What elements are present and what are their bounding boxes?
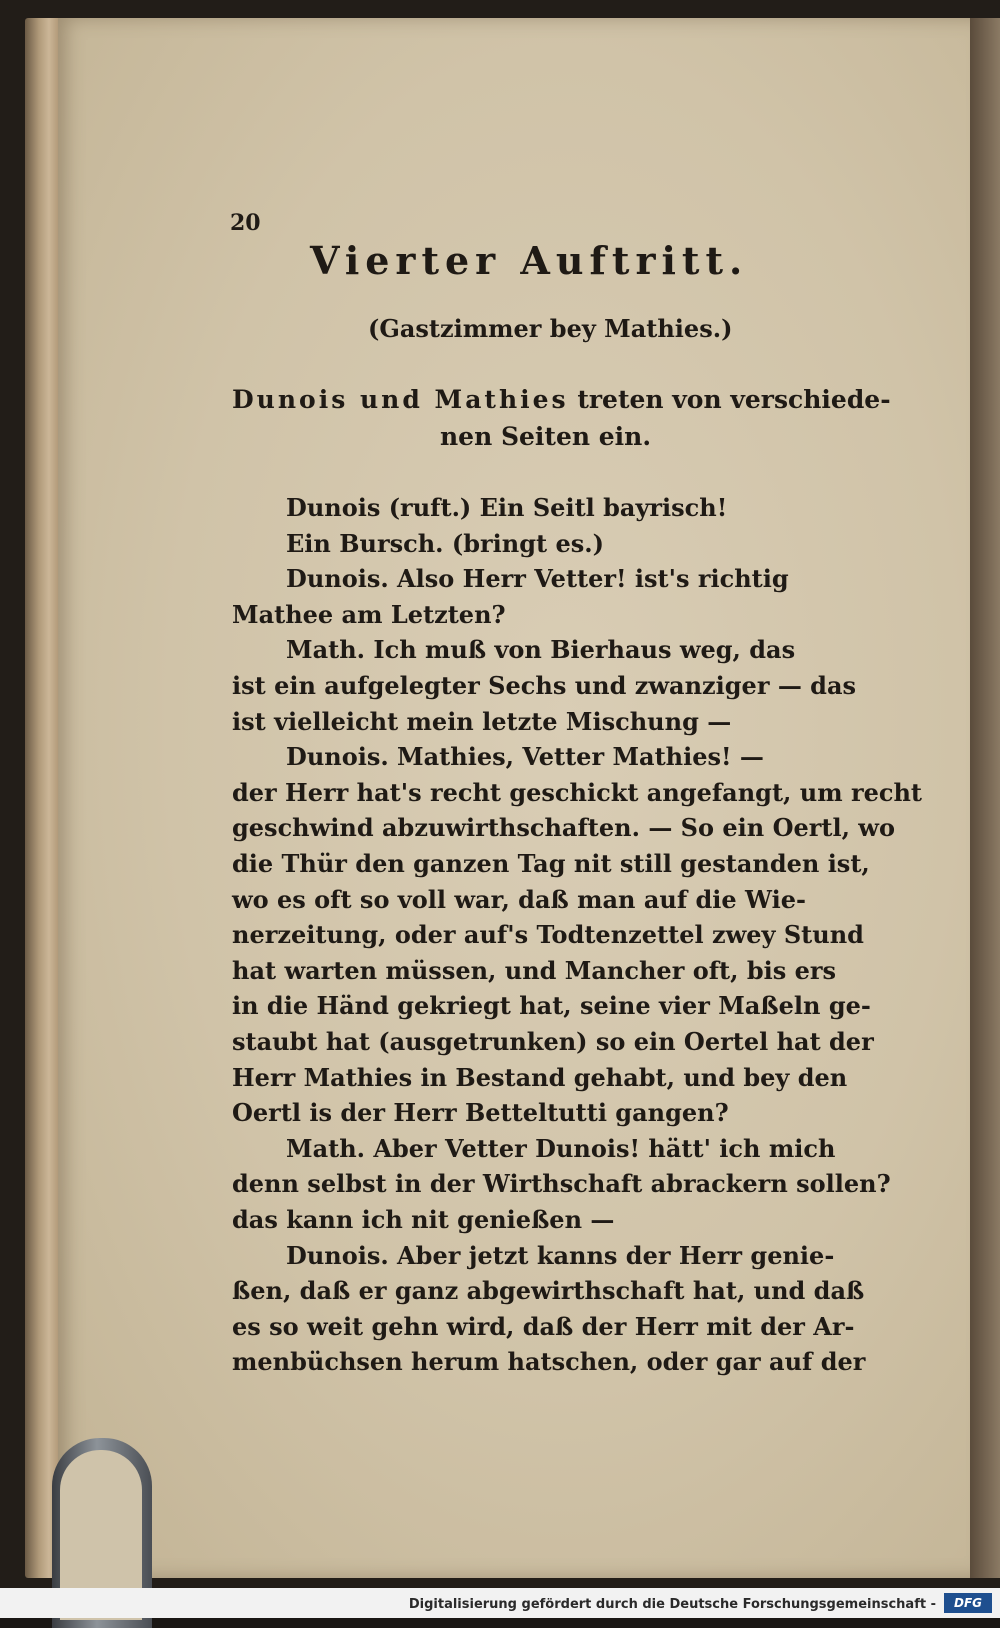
text-line: ßen, daß er ganz abgewirthschaft hat, und daß	[232, 1276, 865, 1306]
text-line: Dunois. Also Herr Vetter! ist's richtig	[286, 564, 789, 594]
text-line: ist ein aufgelegter Sechs und zwanziger — das	[232, 671, 857, 700]
stage-direction-rest: treten von verschiede-	[577, 385, 891, 414]
stage-direction-line-1	[232, 385, 891, 414]
text-line: Mathee am Letzten?	[232, 599, 506, 629]
text-line: nerzeitung, oder auf's Todtenzettel zwey Stund	[232, 920, 864, 950]
text-line: hat warten müssen, und Mancher oft, bis ers	[232, 955, 837, 985]
text-line: Oertl is der Herr Betteltutti gangen?	[232, 1098, 729, 1128]
text-line: ist vielleicht mein letzte Mischung —	[232, 706, 732, 736]
digitization-credit: Digitalisierung gefördert durch die Deutsche Forschungsgemeinschaft -	[408, 1597, 936, 1612]
text-line: Math. Aber Vetter Dunois! hätt' ich mich	[286, 1133, 836, 1163]
text-line: denn selbst in der Wirthschaft abrackern sollen?	[232, 1169, 891, 1199]
text-line: menbüchsen herum hatschen, oder gar auf der	[232, 1347, 866, 1377]
text-line: Math. Ich muß von Bierhaus weg, das	[286, 635, 796, 665]
text-line: Herr Mathies in Bestand gehabt, und bey den	[232, 1062, 848, 1092]
text-line: es so weit gehn wird, daß der Herr mit der Ar-	[232, 1311, 855, 1341]
text-line: in die Händ gekriegt hat, seine vier Maßeln ge-	[232, 991, 871, 1021]
text-line: geschwind abzuwirthschaften. — So ein Oertl, wo	[232, 813, 895, 843]
text-line: Dunois. Mathies, Vetter Mathies! —	[286, 742, 764, 772]
text-line: Ein Bursch. (bringt es.)	[286, 528, 604, 558]
stage-direction-line-2: nen Seiten ein.	[440, 422, 652, 451]
text-line: Dunois. Aber jetzt kanns der Herr genie-	[286, 1240, 835, 1270]
text-line: der Herr hat's recht geschickt angefangt, um recht	[232, 777, 922, 807]
text-line: das kann ich nit genießen —	[232, 1205, 615, 1234]
text-line: Dunois (ruft.) Ein Seitl bayrisch!	[286, 493, 728, 522]
text-line: wo es oft so voll war, daß man auf die Wie-	[232, 884, 806, 914]
stage-direction-names: Dunois und Mathies	[232, 385, 569, 414]
next-page-edge	[970, 18, 1000, 1578]
text-line: staubt hat (ausgetrunken) so ein Oertel hat der	[232, 1027, 874, 1056]
setting-note: (Gastzimmer bey Mathies.)	[368, 314, 733, 343]
scene-title: Vierter Auftritt.	[310, 238, 749, 283]
page-number: 20	[230, 210, 261, 236]
text-line: die Thür den ganzen Tag nit still gestanden ist,	[232, 849, 870, 878]
dfg-logo: DFG	[944, 1593, 992, 1613]
